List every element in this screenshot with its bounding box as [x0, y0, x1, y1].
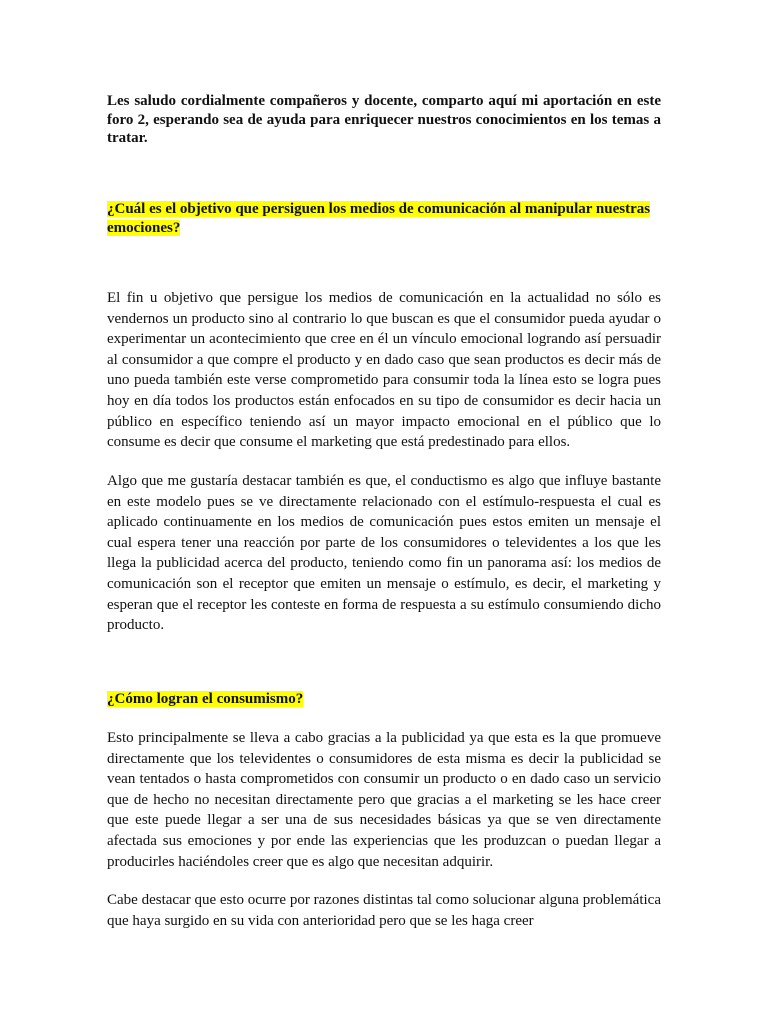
body-paragraph-3: Esto principalmente se lleva a cabo gracias a la publicidad ya que esta es la que promueve directamente que los televidentes o consumidores de esta misma es decir la publicidad se vean tentados o hasta comprometidos con consumir un producto o en dado caso un servicio que de hecho no necesitan directamente pero que gracias a el marketing se les hace creer que este puede llegar a ser una de sus necesidades básicas ya que se ven directamente afectada sus emociones y por ende las experiencias que les produzcan o puedan llegar a producirles haciéndoles creer que es algo que necesitan adquirir.	[107, 730, 661, 870]
body-paragraph-2: Algo que me gustaría destacar también es que, el conductismo es algo que influye bastante en este modelo pues se ve directamente relacionado con el estímulo-respuesta el cual es aplicado continuamente en los medios de comunicación pues estos emiten un mensaje el cual espera tener una reacción por parte de los consumidores o televidentes a los que les llega la publicidad acerca del producto, teniendo como fin un panorama así: los medios de comunicación son el receptor que emiten un mensaje o estímulo, es decir, el marketing y esperan que el receptor les conteste en forma de respuesta a su estímulo consumiendo dicho producto.	[107, 473, 661, 634]
question-heading-1	[107, 200, 661, 237]
question-1-highlight: ¿Cuál es el objetivo que persiguen los medios de comunicación al manipular nuestras emociones?	[107, 201, 651, 236]
body-paragraph-4: Cabe destacar que esto ocurre por razones distintas tal como solucionar alguna problemática que haya surgido en su vida con anterioridad pero que se les haga creer	[107, 892, 661, 929]
intro-text: Les saludo cordialmente compañeros y docente, comparto aquí mi aportación en este foro 2, esperando sea de ayuda para enriquecer nuestros conocimientos en los temas a tratar.	[107, 93, 661, 146]
question-heading-2	[107, 690, 661, 709]
body-paragraph-1: El fin u objetivo que persigue los medios de comunicación en la actualidad no sólo es vendernos un producto sino al contrario lo que buscan es que el consumidor pueda ayudar o experimentar un acontecimiento que cree en él un vínculo emocional logrando así persuadir al consumidor a que compre el producto y en dado caso que sean productos es decir más de uno pueda también este verse comprometido para consumir toda la línea esto se logra pues hoy en día todos los productos están enfocados en su tipo de consumidor es decir hacia un público en específico teniendo así un mayor impacto emocional en el público que lo consume es decir que consume el marketing que está predestinado para ellos.	[107, 290, 661, 451]
question-2-highlight: ¿Cómo logran el consumismo?	[107, 691, 304, 707]
